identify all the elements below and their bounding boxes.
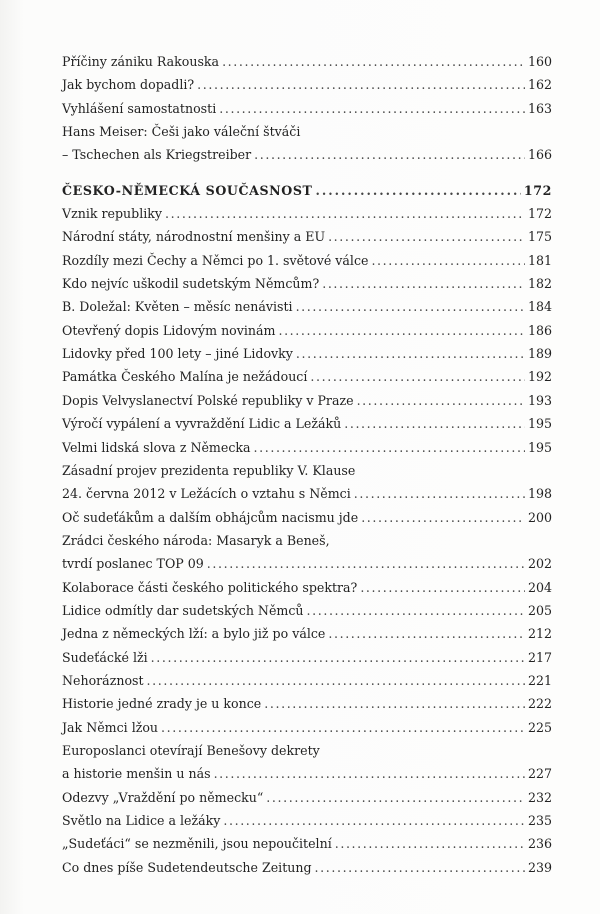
toc-entry <box>62 739 552 762</box>
toc-entry-page-number: 193 <box>527 392 552 408</box>
toc-entry <box>62 646 552 669</box>
toc-entry <box>62 50 552 73</box>
toc-entry-title: Europoslanci otevírají Benešovy dekrety <box>62 742 320 758</box>
toc-entry-page-number: 205 <box>527 602 552 618</box>
toc-entry-title: Vyhlášení samostatnosti <box>62 100 217 116</box>
toc-entry-title: „Sudeťáci“ se nezměnili, jsou nepoučitelní <box>62 836 332 852</box>
toc-entry-page-number: 239 <box>527 859 552 875</box>
dot-leader <box>307 599 525 622</box>
toc-entry-title: Hans Meiser: Češi jako váleční štváči <box>62 124 301 140</box>
toc-entry-page-number: 160 <box>527 54 552 69</box>
toc-entry <box>62 529 552 552</box>
toc-main-block <box>62 202 552 879</box>
toc-entry-title: Velmi lidská slova z Německa <box>62 439 251 455</box>
toc-entry <box>62 272 552 295</box>
toc-top-block <box>62 50 552 167</box>
section-title: ČESKO-NĚMECKÁ SOUČASNOST <box>62 182 313 198</box>
toc-entry-page-number: 225 <box>527 719 552 735</box>
toc-entry <box>62 120 552 143</box>
dot-leader <box>328 225 525 248</box>
toc-entry <box>62 809 552 832</box>
toc-entry-page-number: 163 <box>527 100 552 116</box>
toc-entry-title: Zrádci českého národa: Masaryk a Beneš, <box>62 532 330 548</box>
toc-entry-title: Lidovky před 100 lety – jiné Lidovky <box>62 346 293 362</box>
dot-leader <box>328 622 525 645</box>
toc-entry-page-number: 212 <box>527 626 552 642</box>
toc-entry-page-number: 172 <box>527 206 552 222</box>
dot-leader <box>322 272 525 295</box>
toc-entry <box>62 319 552 342</box>
table-of-contents <box>62 50 552 879</box>
toc-entry-title: Světlo na Lidice a ležáky <box>62 813 221 828</box>
dot-leader <box>310 365 525 388</box>
toc-entry-title: 24. června 2012 v Ležácích o vztahu s Němci <box>62 486 351 502</box>
dot-leader <box>335 832 525 855</box>
toc-entry-page-number: 200 <box>527 509 552 525</box>
toc-entry-page-number: 162 <box>527 77 552 93</box>
toc-entry-page-number: 184 <box>527 299 552 315</box>
dot-leader <box>316 179 521 202</box>
toc-entry-title: Příčiny zániku Rakouska <box>62 54 220 69</box>
toc-entry <box>62 576 552 599</box>
toc-entry <box>62 225 552 248</box>
toc-entry <box>62 73 552 96</box>
toc-entry-page-number: 227 <box>527 766 552 782</box>
dot-leader <box>219 97 525 120</box>
toc-entry <box>62 412 552 435</box>
dot-leader <box>296 295 525 318</box>
toc-entry <box>62 143 552 166</box>
toc-entry-title: Výročí vypálení a vyvraždění Lidic a Ležáků <box>62 416 342 432</box>
toc-entry-page-number: 189 <box>527 346 552 362</box>
toc-entry-title: Oč sudeťákům a dalším obhájcům nacismu jde <box>62 509 359 525</box>
toc-entry-page-number: 217 <box>527 649 552 665</box>
toc-entry-title: Dopis Velvyslanectví Polské republiky v Praze <box>62 392 354 408</box>
toc-entry <box>62 762 552 785</box>
toc-entry-title: Kolaborace části českého politického spektra? <box>62 579 358 595</box>
dot-leader <box>296 342 525 365</box>
toc-entry-page-number: 181 <box>527 252 552 268</box>
toc-section-heading <box>62 179 552 202</box>
toc-entry <box>62 832 552 855</box>
toc-entry-title: a historie menšin u nás <box>62 766 211 782</box>
toc-entry-page-number: 221 <box>527 672 552 688</box>
toc-entry <box>62 249 552 272</box>
dot-leader <box>254 436 525 459</box>
dot-leader <box>264 692 525 715</box>
dot-leader <box>222 50 525 73</box>
dot-leader <box>371 249 525 272</box>
toc-entry <box>62 295 552 318</box>
dot-leader <box>151 646 525 669</box>
toc-entry-title: Nehoráznost <box>62 672 144 688</box>
toc-entry-page-number: 195 <box>527 439 552 455</box>
toc-entry <box>62 436 552 459</box>
toc-entry-title: Památka Českého Malína je nežádoucí <box>62 369 308 385</box>
toc-entry-page-number: 195 <box>527 416 552 432</box>
toc-entry-title: Národní státy, národnostní menšiny a EU <box>62 229 326 245</box>
dot-leader <box>165 202 525 225</box>
toc-entry-title: Otevřený dopis Lidovým novinám <box>62 322 276 338</box>
toc-entry <box>62 506 552 529</box>
toc-entry-title: Odezvy „Vraždění po německu“ <box>62 789 264 805</box>
toc-entry-page-number: 166 <box>527 147 552 163</box>
dot-leader <box>315 856 525 879</box>
toc-entry-page-number: 198 <box>527 486 552 502</box>
section-gap <box>62 167 552 179</box>
toc-entry-page-number: 236 <box>527 836 552 852</box>
dot-leader <box>360 576 525 599</box>
toc-entry-title: Lidice odmítly dar sudetských Němců <box>62 602 304 618</box>
toc-entry-title: Vznik republiky <box>62 206 163 222</box>
toc-entry <box>62 856 552 879</box>
dot-leader <box>361 506 525 529</box>
toc-entry-page-number: 235 <box>527 813 552 828</box>
toc-entry <box>62 599 552 622</box>
toc-entry-page-number: 232 <box>527 789 552 805</box>
toc-entry-title: – Tschechen als Kriegstreiber <box>62 147 252 163</box>
toc-entry <box>62 389 552 412</box>
toc-entry <box>62 482 552 505</box>
toc-entry <box>62 459 552 482</box>
toc-entry <box>62 692 552 715</box>
dot-leader <box>197 73 525 96</box>
toc-entry <box>62 202 552 225</box>
section-page-number: 172 <box>523 182 552 198</box>
toc-entry <box>62 365 552 388</box>
toc-entry-page-number: 202 <box>527 556 552 572</box>
toc-entry <box>62 716 552 739</box>
toc-entry-title: Jak Němci lžou <box>62 719 159 735</box>
toc-entry-title: Kdo nejvíc uškodil sudetským Němcům? <box>62 276 320 292</box>
toc-entry-page-number: 222 <box>527 696 552 712</box>
toc-entry <box>62 97 552 120</box>
toc-entry-title: Jak bychom dopadli? <box>62 77 195 93</box>
toc-entry <box>62 786 552 809</box>
dot-leader <box>266 786 525 809</box>
dot-leader <box>278 319 524 342</box>
toc-entry <box>62 342 552 365</box>
dot-leader <box>147 669 525 692</box>
toc-entry-title: tvrdí poslanec TOP 09 <box>62 556 204 572</box>
toc-entry-page-number: 186 <box>527 322 552 338</box>
toc-entry-page-number: 175 <box>527 229 552 245</box>
dot-leader <box>354 482 525 505</box>
dot-leader <box>344 412 525 435</box>
toc-entry <box>62 669 552 692</box>
toc-entry-title: Rozdíly mezi Čechy a Němci po 1. světové válce <box>62 252 369 268</box>
dot-leader <box>214 762 525 785</box>
toc-entry-page-number: 192 <box>527 369 552 385</box>
toc-entry <box>62 552 552 575</box>
toc-entry-title: Co dnes píše Sudetendeutsche Zeitung <box>62 859 312 875</box>
dot-leader <box>357 389 525 412</box>
toc-entry-title: Zásadní projev prezidenta republiky V. Klause <box>62 462 356 478</box>
toc-entry-title: Sudeťácké lži <box>62 649 148 665</box>
toc-entry-page-number: 182 <box>527 276 552 292</box>
dot-leader <box>161 716 525 739</box>
toc-entry-title: Historie jedné zrady je u konce <box>62 696 262 712</box>
dot-leader <box>223 809 525 832</box>
toc-entry-page-number: 204 <box>527 579 552 595</box>
toc-entry-title: B. Doležal: Květen – měsíc nenávisti <box>62 299 293 315</box>
toc-entry-title: Jedna z německých lží: a bylo již po válce <box>62 626 326 642</box>
dot-leader <box>207 552 525 575</box>
toc-entry <box>62 622 552 645</box>
dot-leader <box>254 143 525 166</box>
